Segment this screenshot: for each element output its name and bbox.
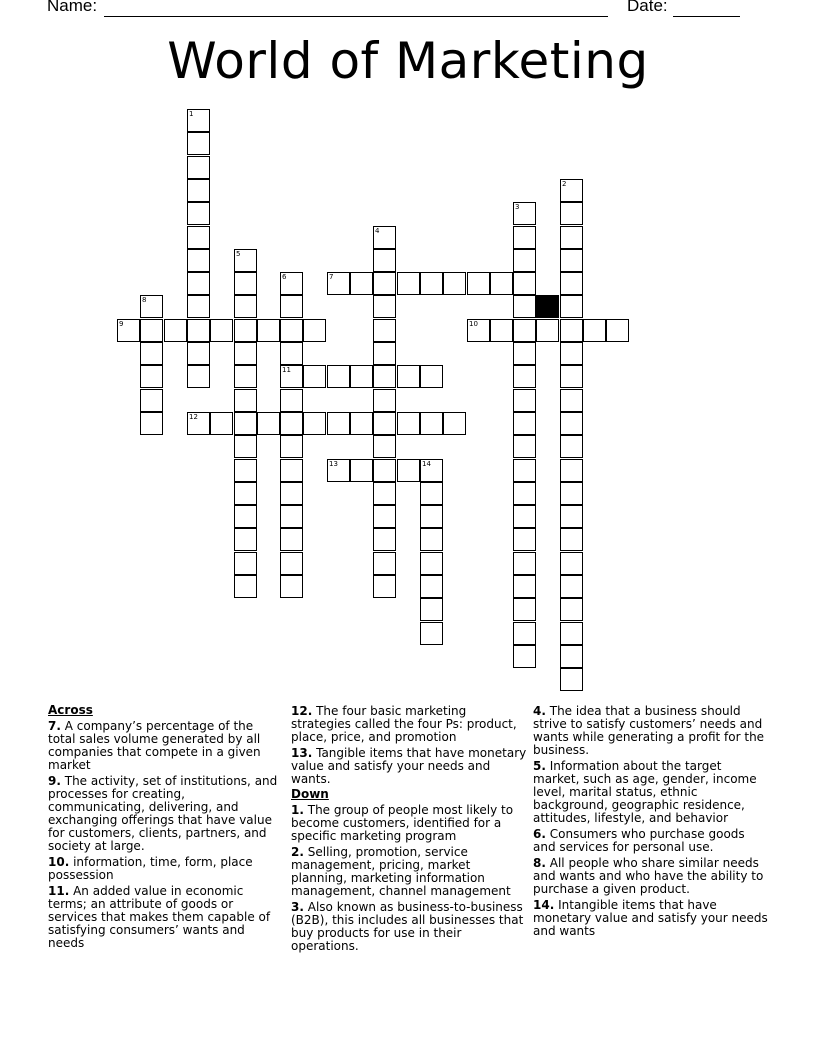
grid-cell[interactable] <box>490 319 513 342</box>
grid-cell[interactable] <box>350 365 373 388</box>
grid-cell[interactable] <box>280 435 303 458</box>
grid-cell[interactable] <box>420 412 443 435</box>
grid-cell[interactable] <box>420 272 443 295</box>
grid-cell[interactable] <box>234 528 257 551</box>
clue-text: The idea that a business should strive to satisfy customers’ needs and wants while generating a profit for the business. <box>533 704 765 757</box>
grid-cell[interactable] <box>420 459 443 482</box>
grid-cell[interactable] <box>327 272 350 295</box>
grid-cell[interactable] <box>257 319 280 342</box>
page-title: World of Marketing <box>167 32 649 90</box>
clue-text: Selling, promotion, service management, pricing, market planning, marketing information management, channel management <box>291 845 511 898</box>
grid-cell[interactable] <box>234 459 257 482</box>
grid-cell[interactable] <box>327 412 350 435</box>
grid-cell[interactable] <box>560 598 583 621</box>
grid-cell[interactable] <box>350 412 373 435</box>
name-label: Name: <box>47 0 98 15</box>
grid-cell[interactable] <box>560 319 583 342</box>
across-heading: Across <box>48 703 93 717</box>
grid-cell[interactable] <box>373 249 396 272</box>
grid-cell[interactable] <box>513 552 536 575</box>
clue-number: 8. <box>533 856 546 870</box>
grid-cell[interactable] <box>350 272 373 295</box>
grid-cell[interactable] <box>140 342 163 365</box>
grid-cell[interactable] <box>420 622 443 645</box>
clue <box>533 899 769 938</box>
grid-cell[interactable] <box>560 645 583 668</box>
grid-cell[interactable] <box>513 272 536 295</box>
grid-cell[interactable] <box>187 412 210 435</box>
grid-cell[interactable] <box>373 365 396 388</box>
grid-cell[interactable] <box>513 249 536 272</box>
grid-cell[interactable] <box>560 179 583 202</box>
grid-cell[interactable] <box>606 319 629 342</box>
grid-cell[interactable] <box>234 319 257 342</box>
grid-cell[interactable] <box>280 552 303 575</box>
grid-cell[interactable] <box>187 319 210 342</box>
grid-cell[interactable] <box>187 295 210 318</box>
grid-cell[interactable] <box>373 505 396 528</box>
grid-cell[interactable] <box>187 156 210 179</box>
down-heading: Down <box>291 787 329 801</box>
grid-cell[interactable] <box>234 295 257 318</box>
grid-cell[interactable] <box>280 575 303 598</box>
grid-cell[interactable] <box>397 412 420 435</box>
clue-number: 11. <box>48 884 70 898</box>
date-label: Date: <box>627 0 668 15</box>
clue <box>48 856 284 882</box>
grid-cell[interactable] <box>397 272 420 295</box>
clue-number: 8 <box>142 296 147 304</box>
clue-number: 9. <box>48 774 61 788</box>
grid-cell[interactable] <box>560 412 583 435</box>
clue-number: 13 <box>329 460 338 468</box>
grid-cell[interactable] <box>373 575 396 598</box>
grid-cell[interactable] <box>140 389 163 412</box>
grid-cell[interactable] <box>513 459 536 482</box>
clue-text: An added value in economic terms; an attribute of goods or services that makes them capable of satisfying consumers’ wants and needs <box>48 884 271 950</box>
grid-cell[interactable] <box>443 272 466 295</box>
grid-cell[interactable] <box>420 482 443 505</box>
grid-cell[interactable] <box>513 482 536 505</box>
grid-cell[interactable] <box>234 575 257 598</box>
clue-text: A company’s percentage of the total sales volume generated by all companies that compete in a given market <box>48 719 261 772</box>
clue-number: 11 <box>282 366 291 374</box>
clues-column-2 <box>291 702 527 953</box>
clue-text: The four basic marketing strategies called the four Ps: product, place, price, and promotion <box>291 704 517 744</box>
grid-cell[interactable] <box>560 435 583 458</box>
grid-cell[interactable] <box>187 132 210 155</box>
grid-cell[interactable] <box>560 505 583 528</box>
grid-cell[interactable] <box>513 412 536 435</box>
clue-text: Consumers who purchase goods and services for personal use. <box>533 827 745 854</box>
grid-cell[interactable] <box>513 645 536 668</box>
grid-cell[interactable] <box>187 109 210 132</box>
grid-cell[interactable] <box>420 598 443 621</box>
clue-number: 3. <box>291 900 304 914</box>
grid-cell[interactable] <box>583 319 606 342</box>
grid-cell[interactable] <box>513 435 536 458</box>
clue-number: 5. <box>533 759 546 773</box>
grid-cell[interactable] <box>560 482 583 505</box>
grid-cell[interactable] <box>164 319 187 342</box>
grid-cell[interactable] <box>536 319 559 342</box>
grid-cell[interactable] <box>117 319 140 342</box>
grid-cell[interactable] <box>373 295 396 318</box>
clue-number: 7 <box>329 273 334 281</box>
grid-cell[interactable] <box>280 459 303 482</box>
grid-cell[interactable] <box>234 249 257 272</box>
grid-cell[interactable] <box>513 365 536 388</box>
clue-text: information, time, form, place possession <box>48 855 253 882</box>
clue-number: 1. <box>291 803 304 817</box>
grid-cell[interactable] <box>513 226 536 249</box>
grid-cell[interactable] <box>490 272 513 295</box>
clue-text: Intangible items that have monetary value and satisfy your needs and wants <box>533 898 768 938</box>
clue <box>48 885 284 950</box>
grid-cell[interactable] <box>513 389 536 412</box>
grid-cell[interactable] <box>210 412 233 435</box>
grid-cell[interactable] <box>467 319 490 342</box>
grid-cell[interactable] <box>257 412 280 435</box>
grid-cell[interactable] <box>373 342 396 365</box>
clue-number: 13. <box>291 746 313 760</box>
clue <box>291 747 527 786</box>
grid-cell[interactable] <box>140 319 163 342</box>
grid-cell[interactable] <box>513 528 536 551</box>
grid-cell[interactable] <box>373 319 396 342</box>
grid-cell[interactable] <box>560 389 583 412</box>
clue-number: 5 <box>236 250 241 258</box>
grid-cell[interactable] <box>234 365 257 388</box>
grid-cell[interactable] <box>350 459 373 482</box>
grid-cell[interactable] <box>327 365 350 388</box>
grid-cell[interactable] <box>234 482 257 505</box>
clue-text: All people who share similar needs and wants and who have the ability to purchase a given product. <box>533 856 764 896</box>
grid-cell[interactable] <box>513 622 536 645</box>
clue <box>533 705 769 757</box>
clue <box>291 705 527 744</box>
grid-cell[interactable] <box>513 342 536 365</box>
grid-cell[interactable] <box>187 272 210 295</box>
grid-cell[interactable] <box>420 505 443 528</box>
grid-cell[interactable] <box>420 528 443 551</box>
grid-cell[interactable] <box>280 295 303 318</box>
grid-cell[interactable] <box>560 226 583 249</box>
clue <box>48 720 284 772</box>
clue <box>533 857 769 896</box>
black-square <box>536 295 559 318</box>
grid-cell[interactable] <box>303 319 326 342</box>
clue-number: 10. <box>48 855 70 869</box>
clue-number: 2. <box>291 845 304 859</box>
grid-cell[interactable] <box>373 435 396 458</box>
grid-cell[interactable] <box>234 552 257 575</box>
clue-number: 6 <box>282 273 287 281</box>
clue-number: 9 <box>119 320 124 328</box>
grid-cell[interactable] <box>373 528 396 551</box>
grid-cell[interactable] <box>443 412 466 435</box>
grid-cell[interactable] <box>513 295 536 318</box>
clue-number: 12. <box>291 704 313 718</box>
clues-column-3 <box>533 702 769 938</box>
grid-cell[interactable] <box>187 179 210 202</box>
grid-cell[interactable] <box>210 319 233 342</box>
grid-cell[interactable] <box>280 365 303 388</box>
grid-cell[interactable] <box>303 412 326 435</box>
grid-cell[interactable] <box>187 202 210 225</box>
grid-cell[interactable] <box>373 389 396 412</box>
clue <box>533 760 769 825</box>
grid-cell[interactable] <box>234 435 257 458</box>
clue-text: Information about the target market, such as age, gender, income level, marital status, ethnic background, geographic residence, attitudes, lifestyle, and behavior <box>533 759 757 825</box>
grid-cell[interactable] <box>187 365 210 388</box>
grid-cell[interactable] <box>560 575 583 598</box>
grid-cell[interactable] <box>140 365 163 388</box>
grid-cell[interactable] <box>560 528 583 551</box>
grid-cell[interactable] <box>373 459 396 482</box>
grid-cell[interactable] <box>187 342 210 365</box>
grid-cell[interactable] <box>234 412 257 435</box>
clue <box>291 901 527 953</box>
grid-cell[interactable] <box>373 226 396 249</box>
clue-number: 4. <box>533 704 546 718</box>
grid-cell[interactable] <box>397 459 420 482</box>
grid-cell[interactable] <box>560 622 583 645</box>
grid-cell[interactable] <box>560 668 583 691</box>
grid-cell[interactable] <box>397 365 420 388</box>
grid-cell[interactable] <box>280 342 303 365</box>
clue <box>533 828 769 854</box>
clue-number: 10 <box>469 320 478 328</box>
grid-cell[interactable] <box>280 482 303 505</box>
grid-cell[interactable] <box>234 389 257 412</box>
clue-number: 6. <box>533 827 546 841</box>
grid-cell[interactable] <box>280 272 303 295</box>
grid-cell[interactable] <box>280 412 303 435</box>
grid-cell[interactable] <box>140 295 163 318</box>
clue-text: The activity, set of institutions, and processes for creating, communicating, delivering, and exchanging offerings that have value for customers, clients, partners, and society at large. <box>48 774 278 853</box>
clues-column-1 <box>48 702 284 950</box>
grid-cell[interactable] <box>513 202 536 225</box>
grid-cell[interactable] <box>187 249 210 272</box>
grid-cell[interactable] <box>467 272 490 295</box>
grid-cell[interactable] <box>373 272 396 295</box>
grid-cell[interactable] <box>420 552 443 575</box>
clue-number: 7. <box>48 719 61 733</box>
clue-number: 12 <box>189 413 198 421</box>
grid-cell[interactable] <box>234 272 257 295</box>
grid-cell[interactable] <box>234 342 257 365</box>
clue-number: 2 <box>562 180 567 188</box>
clue <box>291 804 527 843</box>
grid-cell[interactable] <box>373 482 396 505</box>
clue-number: 14 <box>422 460 431 468</box>
grid-cell[interactable] <box>560 365 583 388</box>
grid-cell[interactable] <box>560 552 583 575</box>
grid-cell[interactable] <box>280 505 303 528</box>
clue-text: Also known as business-to-business (B2B), this includes all businesses that buy products for use in their operations. <box>291 900 524 953</box>
grid-cell[interactable] <box>560 202 583 225</box>
grid-cell[interactable] <box>560 272 583 295</box>
grid-cell[interactable] <box>327 459 350 482</box>
grid-cell[interactable] <box>140 412 163 435</box>
clue-number: 1 <box>189 110 194 118</box>
grid-cell[interactable] <box>420 575 443 598</box>
grid-cell[interactable] <box>373 412 396 435</box>
grid-cell[interactable] <box>560 249 583 272</box>
grid-cell[interactable] <box>560 459 583 482</box>
grid-cell[interactable] <box>280 389 303 412</box>
clue-number: 3 <box>515 203 520 211</box>
grid-cell[interactable] <box>420 365 443 388</box>
grid-cell[interactable] <box>280 528 303 551</box>
clue-text: The group of people most likely to become customers, identified for a specific marketing program <box>291 803 514 843</box>
clue <box>291 846 527 898</box>
clue <box>48 775 284 853</box>
clue-number: 4 <box>375 227 380 235</box>
grid-cell[interactable] <box>560 295 583 318</box>
grid-cell[interactable] <box>560 342 583 365</box>
grid-cell[interactable] <box>513 575 536 598</box>
grid-cell[interactable] <box>513 319 536 342</box>
grid-cell[interactable] <box>280 319 303 342</box>
grid-cell[interactable] <box>187 226 210 249</box>
grid-cell[interactable] <box>513 598 536 621</box>
clue-text: Tangible items that have monetary value and satisfy your needs and wants. <box>291 746 527 786</box>
grid-cell[interactable] <box>303 365 326 388</box>
grid-cell[interactable] <box>373 552 396 575</box>
grid-cell[interactable] <box>513 505 536 528</box>
grid-cell[interactable] <box>234 505 257 528</box>
clue-number: 14. <box>533 898 555 912</box>
